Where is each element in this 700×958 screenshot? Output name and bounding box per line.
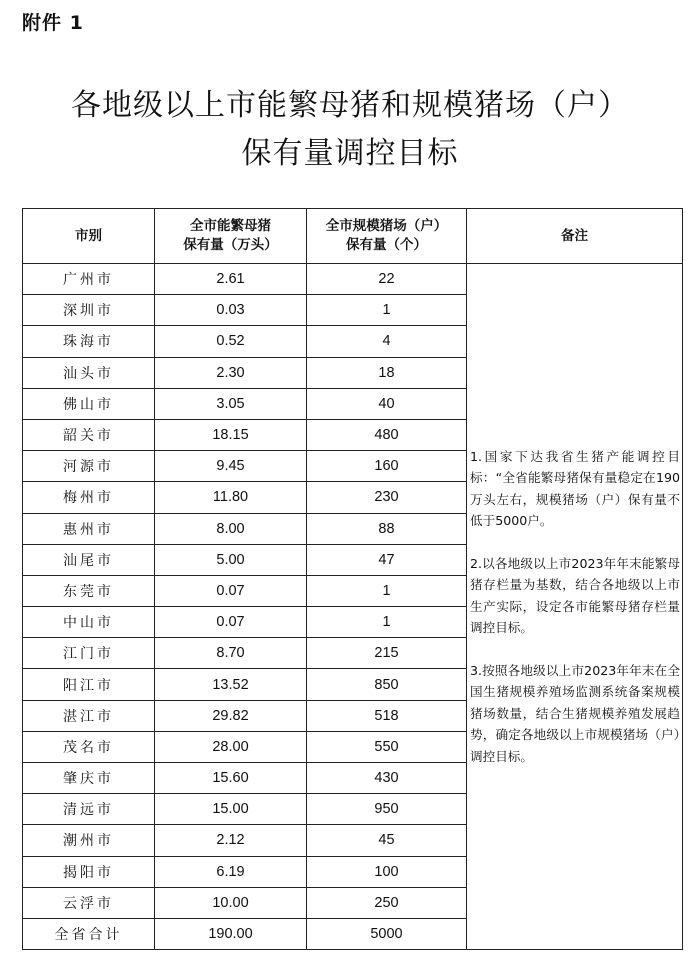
sows-cell: 0.52 <box>155 326 307 357</box>
city-cell: 珠海市 <box>23 326 155 357</box>
farms-cell: 4 <box>307 326 467 357</box>
sows-cell: 2.30 <box>155 357 307 388</box>
sows-cell: 10.00 <box>155 887 307 918</box>
city-cell: 肇庆市 <box>23 763 155 794</box>
farms-cell: 22 <box>307 264 467 295</box>
farms-cell: 550 <box>307 731 467 762</box>
farms-cell: 250 <box>307 887 467 918</box>
city-cell: 东莞市 <box>23 575 155 606</box>
note-paragraph: 3.按照各地级以上市2023年年末在全国生猪规模养殖场监测系统备案规模猪场数量，结合生猪规模养殖发展趋势，确定各地级以上市规模猪场（户）调控目标。 <box>470 662 680 764</box>
sows-cell: 28.00 <box>155 731 307 762</box>
city-cell: 茂名市 <box>23 731 155 762</box>
sows-cell: 0.07 <box>155 575 307 606</box>
farms-cell: 45 <box>307 825 467 856</box>
sows-cell: 13.52 <box>155 669 307 700</box>
city-cell: 河源市 <box>23 451 155 482</box>
sows-cell: 190.00 <box>155 918 307 949</box>
farms-cell: 5000 <box>307 918 467 949</box>
farms-cell: 850 <box>307 669 467 700</box>
city-cell: 云浮市 <box>23 887 155 918</box>
city-cell: 清远市 <box>23 794 155 825</box>
header-sows: 全市能繁母猪 保有量（万头） <box>155 209 307 264</box>
farms-cell: 40 <box>307 388 467 419</box>
note-paragraph: 2.以各地级以上市2023年年末能繁母猪存栏量为基数，结合各地级以上市生产实际，设定各市能繁母猪存栏量调控目标。 <box>470 555 680 636</box>
city-cell: 惠州市 <box>23 513 155 544</box>
sows-cell: 2.61 <box>155 264 307 295</box>
city-cell: 湛江市 <box>23 700 155 731</box>
farms-cell: 950 <box>307 794 467 825</box>
sows-cell: 5.00 <box>155 544 307 575</box>
table-header-row <box>23 209 683 264</box>
city-cell: 中山市 <box>23 607 155 638</box>
city-cell: 江门市 <box>23 638 155 669</box>
page-title-line-1: 各地级以上市能繁母猪和规模猪场（户） <box>71 88 629 123</box>
farms-cell: 430 <box>307 763 467 794</box>
note-paragraph: 1.国家下达我省生猪产能调控目标：“全省能繁母猪保有量稳定在190万头左右，规模猪场（户）保有量不低于5000户。 <box>470 448 680 529</box>
city-cell: 汕头市 <box>23 357 155 388</box>
city-cell: 广州市 <box>23 264 155 295</box>
attachment-label: 附件 1 <box>22 12 84 34</box>
table-row <box>23 264 683 295</box>
sows-cell: 8.00 <box>155 513 307 544</box>
notes-cell <box>467 264 683 950</box>
farms-cell: 88 <box>307 513 467 544</box>
sows-cell: 0.07 <box>155 607 307 638</box>
farms-cell: 518 <box>307 700 467 731</box>
city-cell: 韶关市 <box>23 419 155 450</box>
farms-cell: 160 <box>307 451 467 482</box>
farms-cell: 1 <box>307 607 467 638</box>
city-cell: 阳江市 <box>23 669 155 700</box>
header-city: 市别 <box>23 209 155 264</box>
sows-cell: 6.19 <box>155 856 307 887</box>
header-farms: 全市规模猪场（户） 保有量（个） <box>307 209 467 264</box>
sows-cell: 18.15 <box>155 419 307 450</box>
farms-cell: 18 <box>307 357 467 388</box>
city-cell: 潮州市 <box>23 825 155 856</box>
farms-cell: 1 <box>307 295 467 326</box>
sows-cell: 3.05 <box>155 388 307 419</box>
page-title-line-2: 保有量调控目标 <box>241 136 459 171</box>
city-cell: 梅州市 <box>23 482 155 513</box>
city-cell: 深圳市 <box>23 295 155 326</box>
farms-cell: 230 <box>307 482 467 513</box>
sows-cell: 15.00 <box>155 794 307 825</box>
target-table <box>22 208 683 950</box>
sows-cell: 15.60 <box>155 763 307 794</box>
city-cell: 汕尾市 <box>23 544 155 575</box>
farms-cell: 215 <box>307 638 467 669</box>
farms-cell: 47 <box>307 544 467 575</box>
sows-cell: 0.03 <box>155 295 307 326</box>
header-notes: 备注 <box>467 209 683 264</box>
sows-cell: 29.82 <box>155 700 307 731</box>
sows-cell: 8.70 <box>155 638 307 669</box>
farms-cell: 100 <box>307 856 467 887</box>
sows-cell: 9.45 <box>155 451 307 482</box>
city-cell: 全省合计 <box>23 918 155 949</box>
sows-cell: 11.80 <box>155 482 307 513</box>
farms-cell: 480 <box>307 419 467 450</box>
farms-cell: 1 <box>307 575 467 606</box>
sows-cell: 2.12 <box>155 825 307 856</box>
city-cell: 揭阳市 <box>23 856 155 887</box>
city-cell: 佛山市 <box>23 388 155 419</box>
